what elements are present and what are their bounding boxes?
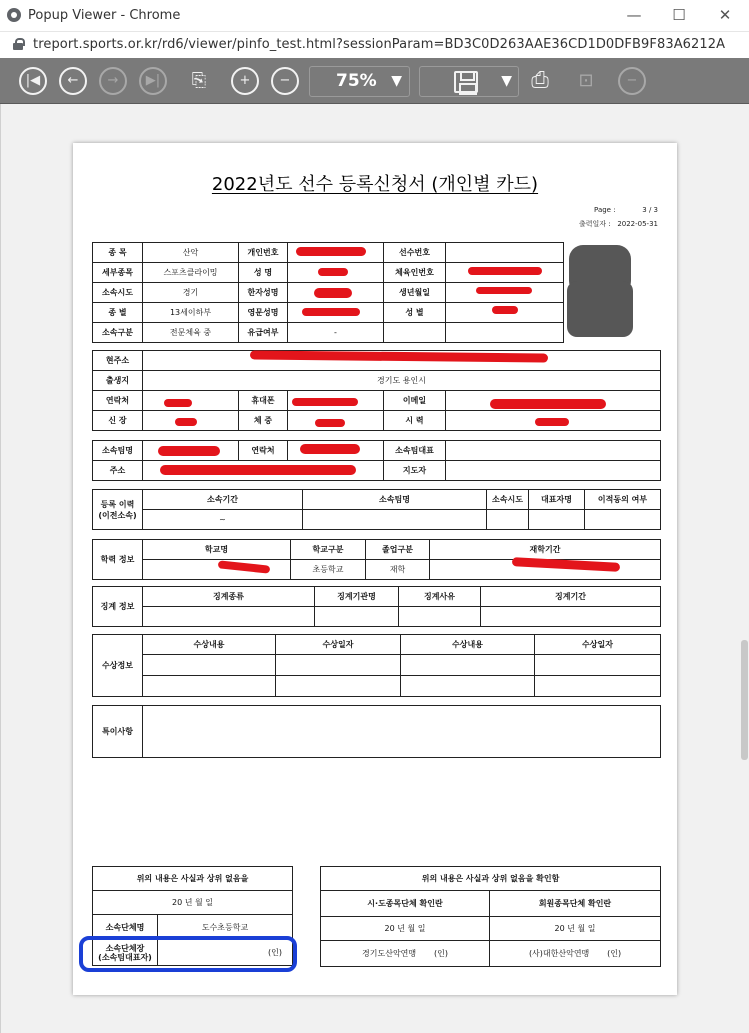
column-header: 재학기간 [430, 540, 661, 560]
redaction-mark [300, 444, 360, 454]
label: 연락처 [93, 391, 143, 411]
value: 13세이하부 [143, 303, 239, 323]
column-header: 수상내용 [401, 635, 535, 655]
label: 소속팀대표 [384, 441, 446, 461]
history-label: 등록 이력 (이전소속) [93, 490, 143, 530]
value: 경기도 용인시 [143, 371, 661, 391]
discipline-label: 징계 정보 [93, 587, 143, 627]
column-header: 수상내용 [143, 635, 276, 655]
column-header: 수상일자 [535, 635, 661, 655]
school-label: 학력 정보 [93, 540, 143, 580]
zoom-select[interactable] [309, 66, 410, 97]
label: 체 중 [239, 411, 288, 431]
column-header: 징계사유 [399, 587, 481, 607]
viewer-toolbar [0, 58, 749, 104]
statement: 위의 내용은 사실과 상위 없음을 [93, 867, 293, 891]
export-icon[interactable]: ⊡ [578, 70, 594, 91]
first-page-icon[interactable]: |◀ [19, 67, 47, 95]
cell [535, 676, 661, 697]
discipline-table [92, 586, 661, 627]
column-header: 이적동의 여부 [585, 490, 661, 510]
redaction-mark [476, 287, 532, 294]
value [446, 243, 564, 263]
remarks-table [92, 705, 661, 758]
cell: ~ [143, 510, 303, 530]
column-header: 학교구분 [291, 540, 366, 560]
label: 휴대폰 [239, 391, 288, 411]
cell: 초등학교 [291, 560, 366, 580]
redaction-mark [314, 288, 352, 298]
minimize-button[interactable]: — [626, 6, 642, 24]
window-titlebar [0, 0, 749, 32]
redaction-mark [292, 398, 358, 406]
label: 성 별 [384, 303, 446, 323]
history-table [92, 489, 661, 530]
column-header: 학교명 [143, 540, 291, 560]
redaction-mark [164, 399, 192, 407]
redaction-mark [302, 308, 360, 316]
cell [401, 655, 535, 676]
column-header: 징계종류 [143, 587, 315, 607]
date-line: 20 년 월 일 [93, 891, 293, 915]
label: 종 목 [93, 243, 143, 263]
label: 출생지 [93, 371, 143, 391]
last-page-icon[interactable]: ▶| [139, 67, 167, 95]
label: 종 별 [93, 303, 143, 323]
close-viewer-icon[interactable]: − [618, 67, 646, 95]
date-line: 20 년 월 일 [490, 917, 661, 941]
redaction-mark [158, 446, 220, 456]
close-button[interactable]: ✕ [718, 6, 732, 24]
awards-label: 수상정보 [93, 635, 143, 697]
redaction-mark [318, 268, 348, 276]
redaction-mark [492, 306, 518, 314]
maximize-button[interactable]: ☐ [672, 6, 686, 24]
cell [143, 655, 276, 676]
remarks-value [143, 706, 661, 758]
label: 체육인번호 [384, 263, 446, 283]
column-header: 소속시도 [487, 490, 529, 510]
print-date: 출력일자 : 2022-05-31 [578, 220, 658, 228]
value: 도수초등학교 [158, 915, 293, 940]
address-bar[interactable] [0, 32, 749, 58]
lock-icon [13, 38, 23, 50]
chrome-icon [7, 8, 21, 22]
label: 소속단체명 [93, 915, 158, 940]
cell: 재학 [366, 560, 430, 580]
cell [315, 607, 399, 627]
vertical-scrollbar[interactable] [740, 104, 749, 1033]
redaction-mark [490, 399, 606, 409]
column-header: 소속팀명 [303, 490, 487, 510]
value: 스포츠클라이밍 [143, 263, 239, 283]
zoom-value: 75% [336, 71, 377, 91]
cell [401, 676, 535, 697]
value [446, 323, 564, 343]
statement: 위의 내용은 사실과 상위 없음을 확인함 [321, 867, 661, 891]
cell [276, 676, 401, 697]
label: 신 장 [93, 411, 143, 431]
cell [535, 655, 661, 676]
date-line: 20 년 월 일 [321, 917, 490, 941]
column-header: 시·도종목단체 확인란 [321, 891, 490, 917]
document-title: 2022년도 선수 등록신청서 (개인별 카드) [211, 174, 539, 195]
cell [276, 655, 401, 676]
chevron-down-icon: ▼ [391, 73, 402, 89]
label: 현주소 [93, 351, 143, 371]
column-header: 대표자명 [529, 490, 585, 510]
url-text: treport.sports.or.kr/rd6/viewer/pinfo_test.html?sessionParam=BD3C0D263AAE36CD1D0DFB9F83A6212A [33, 37, 726, 52]
cell [143, 607, 315, 627]
value [384, 323, 446, 343]
cell [585, 510, 661, 530]
seal: (인) [158, 940, 293, 966]
cell [529, 510, 585, 530]
label: 소속구분 [93, 323, 143, 343]
redaction-mark [315, 419, 345, 427]
remarks-label: 특이사항 [93, 706, 143, 758]
save-icon [454, 71, 478, 93]
cell [399, 607, 481, 627]
column-header: 수상일자 [276, 635, 401, 655]
redaction-mark [160, 465, 356, 475]
page-go-icon[interactable]: ⎘ [191, 70, 207, 91]
label: 연락처 [239, 441, 288, 461]
value [446, 441, 661, 461]
column-header: 회원종목단체 확인란 [490, 891, 661, 917]
highlight-circle-mark [79, 936, 297, 972]
awards-table [92, 634, 661, 697]
next-page-icon[interactable]: → [99, 67, 127, 95]
column-header: 징계기간 [481, 587, 661, 607]
label: 세부종목 [93, 263, 143, 283]
label: 소속단체장 (소속팀대표자) [93, 940, 158, 966]
value: - [288, 323, 384, 343]
label: 생년월일 [384, 283, 446, 303]
label: 영문성명 [239, 303, 288, 323]
label: 유급여부 [239, 323, 288, 343]
zoom-out-icon[interactable]: − [271, 67, 299, 95]
label: 선수번호 [384, 243, 446, 263]
page-number: Page : 3 / 3 [594, 206, 658, 214]
value: 경기 [143, 283, 239, 303]
window-title: Popup Viewer - Chrome [28, 8, 181, 23]
photo-redacted [563, 243, 639, 339]
scrollbar-thumb[interactable] [741, 640, 748, 760]
print-icon[interactable]: ⎙ [531, 68, 549, 93]
zoom-in-icon[interactable]: + [231, 67, 259, 95]
cell [481, 607, 661, 627]
label: 지도자 [384, 461, 446, 481]
previous-page-icon[interactable]: ← [59, 67, 87, 95]
redaction-mark [175, 418, 197, 426]
cell [303, 510, 487, 530]
cell [487, 510, 529, 530]
redaction-mark [296, 247, 366, 256]
org-seal: (사)대한산악연맹 (인) [490, 941, 661, 967]
org-confirm-table [320, 866, 661, 967]
save-dropdown[interactable] [419, 66, 519, 97]
column-header: 소속기간 [143, 490, 303, 510]
value: 산악 [143, 243, 239, 263]
value: 전문체육 중 [143, 323, 239, 343]
column-header: 졸업구분 [366, 540, 430, 560]
redaction-mark [535, 418, 569, 426]
label: 소속시도 [93, 283, 143, 303]
column-header: 징계기관명 [315, 587, 399, 607]
label: 성 명 [239, 263, 288, 283]
label: 이메일 [384, 391, 446, 411]
label: 한자성명 [239, 283, 288, 303]
label: 소속팀명 [93, 441, 143, 461]
org-seal: 경기도산악연맹 (인) [321, 941, 490, 967]
label: 주소 [93, 461, 143, 481]
chevron-down-icon: ▼ [501, 73, 512, 89]
redaction-mark [468, 267, 542, 275]
label: 시 력 [384, 411, 446, 431]
value [446, 461, 661, 481]
label: 개인번호 [239, 243, 288, 263]
cell [143, 676, 276, 697]
